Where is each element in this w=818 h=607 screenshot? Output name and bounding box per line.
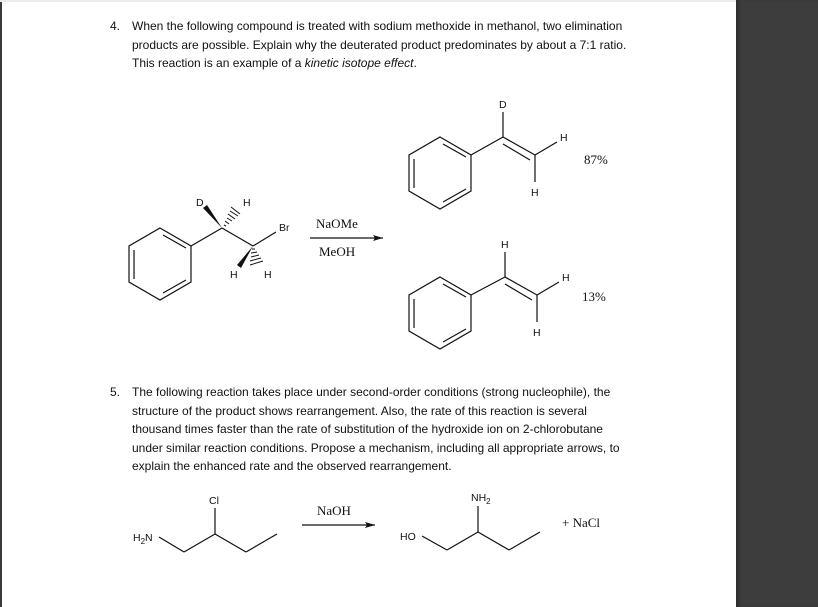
benzene-ring-icon xyxy=(409,277,471,349)
q4-reactant-h-right-label: H xyxy=(264,269,272,281)
q5-reactant-structure xyxy=(159,508,277,552)
q5-byproduct: + NaCl xyxy=(562,515,601,530)
q4-reactant-structure xyxy=(129,205,276,300)
benzene-ring-icon xyxy=(129,228,191,300)
q4-minor-h-right-label: H xyxy=(562,272,570,284)
q4-reactant-br-label: Br xyxy=(279,222,290,234)
amine-h: H xyxy=(133,532,141,544)
question-4-line-3-text: This reaction is an example of a xyxy=(132,56,305,70)
q4-reactant-h-top-label: H xyxy=(243,197,251,209)
q4-reagent-bottom: MeOH xyxy=(319,244,356,259)
amine-n: N xyxy=(145,532,153,544)
question-4-line-1: When the following compound is treated with sodium methoxide in methanol, two elimination xyxy=(132,19,623,33)
question-5-line-3: thousand times faster than the rate of substitution of the hydroxide ion on 2-chlorobutane xyxy=(132,422,603,436)
q4-reactant-h-left-label: H xyxy=(230,269,238,281)
q4-reactant-d-label: D xyxy=(196,197,204,209)
q4-major-h-right-label: H xyxy=(560,132,568,144)
question-4-line-2: products are possible. Explain why the deuterated product predominates by about a 7:1 ratio. xyxy=(132,37,627,52)
q4-minor-h-bottom-label: H xyxy=(533,327,541,339)
kinetic-isotope-effect-term: kinetic isotope effect xyxy=(304,56,414,70)
q4-major-h-bottom-label: H xyxy=(531,187,539,199)
question-5-line-1: The following reaction takes place under second-order conditions (strong nucleophile), the xyxy=(132,385,611,399)
question-5-line-2: structure of the product shows rearrangement. Also, the rate of this reaction is several xyxy=(132,403,587,418)
benzene-ring-icon xyxy=(409,137,471,209)
question-5-line-5: explain the enhanced rate and the observed rearrangement. xyxy=(132,459,452,473)
q4-major-yield: 87% xyxy=(584,152,608,167)
q4-minor-yield: 13% xyxy=(582,289,606,304)
q5-reagent: NaOH xyxy=(317,503,351,518)
viewer-side-panel xyxy=(736,0,818,607)
q4-major-d-label: D xyxy=(499,99,507,111)
nh-subscript: 2 xyxy=(486,497,491,506)
question-5-number: 5. xyxy=(110,385,121,399)
q5-reactant-cl-label: Cl xyxy=(209,495,219,507)
q5-product-ho-label: HO xyxy=(400,531,416,543)
question-4-period: . xyxy=(413,56,417,70)
q5-reactant-amine-label xyxy=(133,532,153,546)
amine-subscript: 2 xyxy=(140,537,146,546)
q4-reagent-top: NaOMe xyxy=(316,216,358,231)
q5-product-structure xyxy=(422,506,540,550)
question-5-line-4: under similar reaction conditions. Propose a mechanism, including all appropriate arrows, to xyxy=(132,440,620,455)
question-4-number: 4. xyxy=(110,19,121,33)
q4-minor-h-top-label: H xyxy=(501,239,509,251)
q5-product-nh2-label xyxy=(471,492,491,506)
nh-text: NH xyxy=(471,492,487,504)
